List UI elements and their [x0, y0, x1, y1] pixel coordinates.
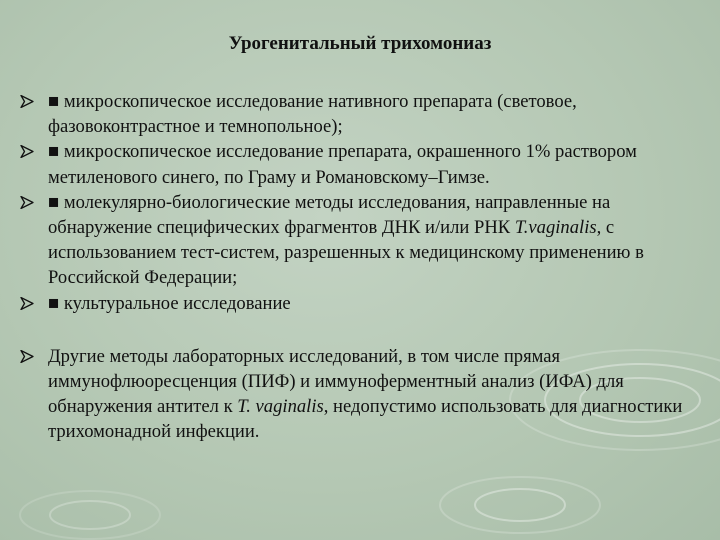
bullet-item — [20, 89, 700, 139]
bullet-item — [20, 344, 700, 445]
bullet-spacer — [20, 316, 700, 344]
bullet-text: молекулярно-биологические методы исследования, направленные на обнаружение специфических фрагментов ДНК и/или РНК — [48, 191, 611, 239]
bullet-text: Другие методы лабораторных исследований, в том числе прямая иммунофлюоресценция (ПИФ) и иммуноферментный анализ (ИФА) для обнаружения антител к — [48, 345, 624, 418]
arrowhead-bullet-icon — [20, 196, 34, 209]
bullet-item — [20, 190, 700, 291]
bullet-text: микроскопическое исследование нативного препарата (световое, фазовоконтрастное и темнопольное); — [48, 91, 577, 138]
bullet-item — [20, 291, 700, 316]
bullet-list — [20, 89, 700, 445]
bullet-marker: ■ — [48, 91, 60, 112]
bullet-text: культуральное исследование — [63, 292, 291, 314]
arrowhead-bullet-icon — [20, 350, 34, 363]
bullet-marker: ■ — [48, 191, 60, 213]
species-name: T.vaginalis — [514, 217, 597, 239]
bullet-text: , с использованием тест-систем, разрешенных к медицинскому применению в Российской Федерации; — [48, 217, 644, 289]
arrowhead-bullet-icon — [20, 95, 34, 108]
bullet-marker: ■ — [48, 292, 60, 314]
bullet-text: микроскопическое исследование препарата, окрашенного 1% раствором метиленового синего, по Граму и Романовскому–Гимзе. — [48, 141, 637, 188]
slide-title: Урогенитальный трихомониаз — [228, 33, 492, 54]
bullet-item — [20, 139, 700, 189]
arrowhead-bullet-icon — [20, 297, 34, 310]
arrowhead-bullet-icon — [20, 145, 34, 158]
bullet-marker: ■ — [48, 141, 60, 163]
bullet-text: , недопустимо использовать для диагностики трихомонадной инфекции. — [48, 396, 683, 443]
species-name: T. vaginalis — [237, 396, 324, 418]
